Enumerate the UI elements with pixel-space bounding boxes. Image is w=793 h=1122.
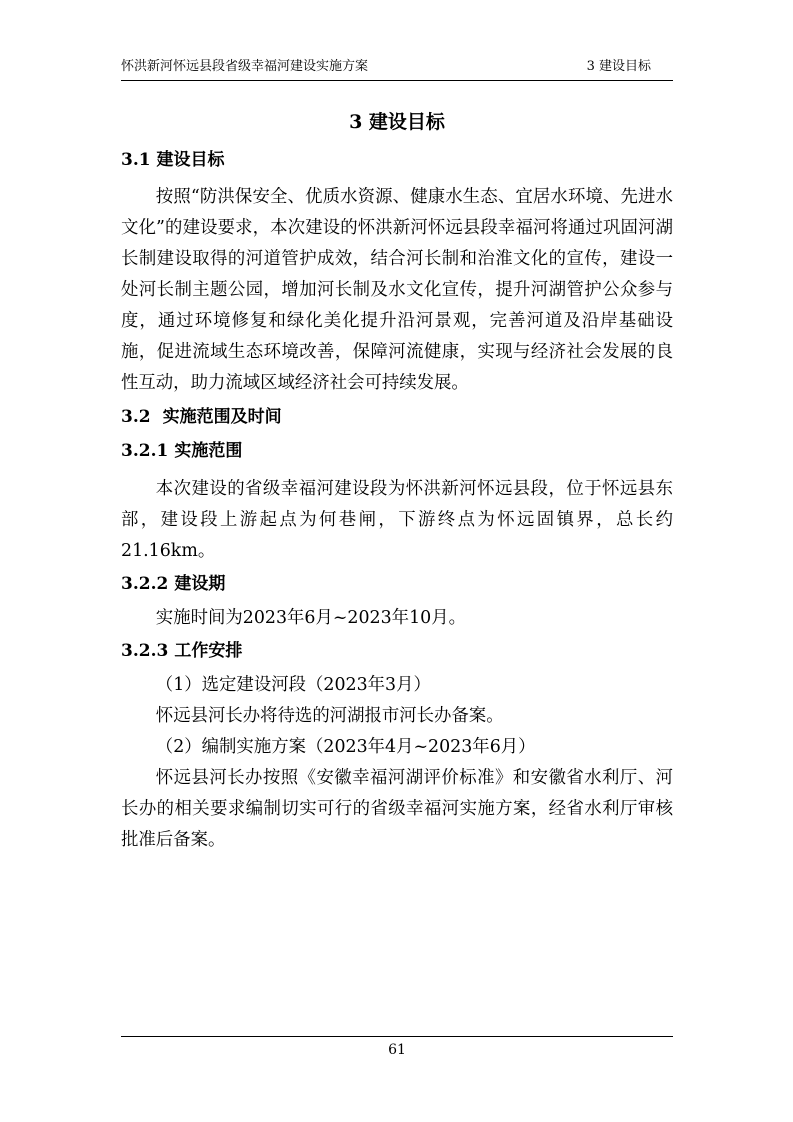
footer-divider: [121, 1036, 673, 1037]
paragraph-construction-period: 实施时间为2023年6月~2023年10月。: [155, 608, 466, 628]
header-divider: [121, 80, 673, 81]
section-number: 3.2.2: [121, 574, 169, 594]
page-number: 61: [388, 1042, 406, 1058]
section-number: 3.2.3: [121, 641, 169, 661]
section-heading-3-2: [121, 401, 673, 434]
section-title: 实施范围及时间: [162, 407, 282, 427]
work-item-1-body: 怀远县河长办将待选的河湖报市河长办备案。: [155, 706, 504, 726]
page-header: [121, 57, 673, 77]
chapter-title: 3 建设目标: [349, 111, 445, 133]
page-body: [121, 102, 673, 856]
section-heading-3-2-1: [121, 435, 673, 468]
section-heading-3-1: 3.1 建设目标: [121, 150, 225, 170]
section-number: 3.2: [121, 407, 151, 427]
work-item-1-label: （1）选定建设河段（2023年3月）: [155, 675, 431, 695]
paragraph-construction-goals: 按照“防洪保安全、优质水资源、健康水生态、宜居水环境、先进水文化”的建设要求，本次建设的怀洪新河怀远县段幸福河将通过巩固河湖长制建设取得的河道管护成效，结合河长制和治淮文化的宣传，建设一处河长制主题公园，增加河长制及水文化宣传，提升河湖管护公众参与度，通过环境修复和绿化美化提升沿河景观，完善河道及沿岸基础设施，促进流域生态环境改善，保障河流健康，实现与经济社会发展的良性互动，助力流域区域经济社会可持续发展。: [121, 187, 673, 393]
section-title: 实施范围: [174, 441, 243, 461]
work-item-2-body: 怀远县河长办按照《安徽幸福河湖评价标准》和安徽省水利厅、河长办的相关要求编制切实可行的省级幸福河实施方案，经省水利厅审核批准后备案。: [121, 768, 673, 850]
chapter-running-title: 3 建设目标: [586, 59, 651, 74]
work-item-2-label: （2）编制实施方案（2023年4月~2023年6月）: [155, 737, 536, 757]
document-title: 怀洪新河怀远县段省级幸福河建设实施方案: [121, 59, 369, 74]
section-title: 工作安排: [174, 641, 243, 661]
paragraph-scope: 本次建设的省级幸福河建设段为怀洪新河怀远县段，位于怀远县东部，建设段上游起点为何巷闸，下游终点为怀远固镇界，总长约21.16km。: [121, 479, 673, 561]
section-title: 建设期: [174, 574, 226, 594]
section-number: 3.2.1: [121, 441, 169, 461]
section-heading-3-2-2: [121, 568, 673, 601]
section-heading-3-2-3: [121, 635, 673, 668]
